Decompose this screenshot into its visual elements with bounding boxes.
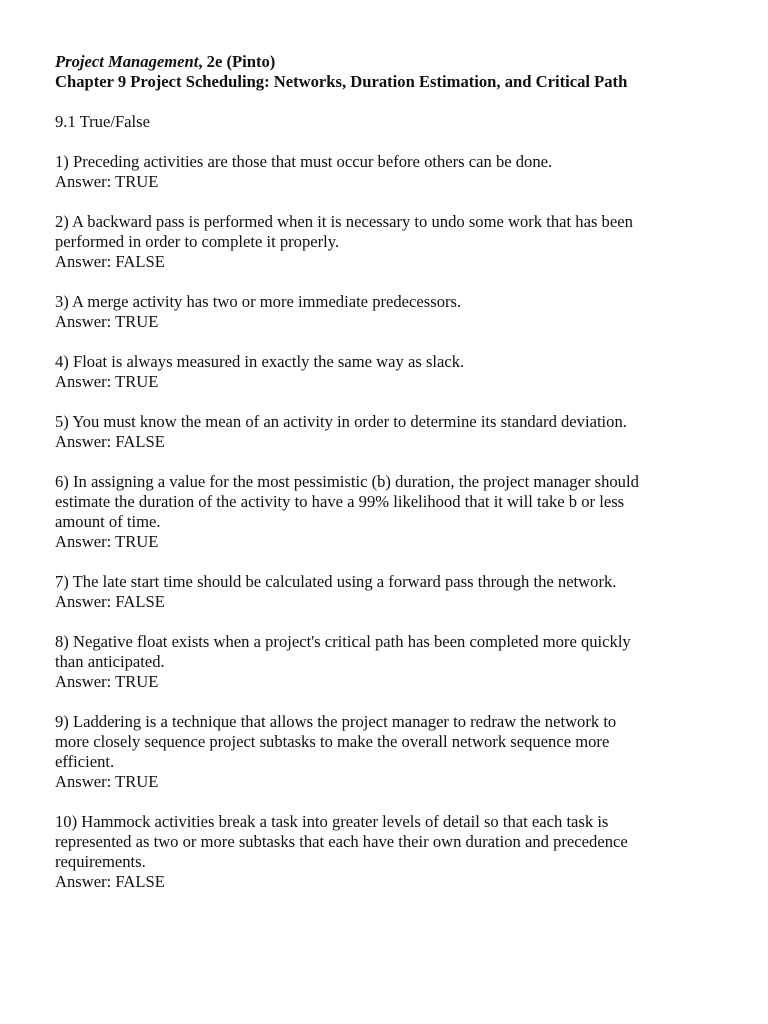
answer-value: FALSE [115, 872, 165, 891]
question-text-line: than anticipated. [55, 652, 165, 671]
question-list [55, 152, 735, 892]
question-text-line: amount of time. [55, 512, 161, 531]
question-text-line: 6) In assigning a value for the most pessimistic (b) duration, the project manager should [55, 472, 639, 491]
answer-label: Answer: [55, 772, 116, 791]
book-heading [55, 52, 735, 72]
answer-value: FALSE [115, 592, 165, 611]
document-page [55, 52, 735, 892]
question-text-line: 3) A merge activity has two or more immediate predecessors. [55, 292, 462, 311]
question-item [55, 572, 735, 612]
answer-line [55, 252, 735, 272]
answer-label: Answer: [55, 672, 116, 691]
question-text-line: estimate the duration of the activity to have a 99% likelihood that it will take b or less [55, 492, 625, 511]
question-item [55, 352, 735, 392]
answer-value: FALSE [115, 252, 165, 271]
answer-line [55, 532, 735, 552]
answer-label: Answer: [55, 592, 116, 611]
question-text-line: 5) You must know the mean of an activity in order to determine its standard deviation. [55, 412, 627, 431]
question-item [55, 292, 735, 332]
answer-value: TRUE [115, 772, 159, 791]
answer-value: TRUE [115, 312, 159, 331]
answer-line [55, 672, 735, 692]
answer-value: TRUE [115, 172, 159, 191]
question-text-line: requirements. [55, 852, 146, 871]
question-text-line: represented as two or more subtasks that each have their own duration and precedence [55, 832, 628, 851]
book-title: Project Management [55, 52, 199, 71]
answer-label: Answer: [55, 532, 116, 551]
question-text-line: 9) Laddering is a technique that allows the project manager to redraw the network to [55, 712, 617, 731]
answer-value: TRUE [115, 372, 159, 391]
answer-line [55, 172, 735, 192]
question-text-line: efficient. [55, 752, 115, 771]
question-item [55, 712, 735, 792]
answer-value: TRUE [115, 532, 159, 551]
question-text-line: more closely sequence project subtasks to make the overall network sequence more [55, 732, 610, 751]
answer-line [55, 592, 735, 612]
answer-line [55, 312, 735, 332]
answer-line [55, 872, 735, 892]
question-text-line: 2) A backward pass is performed when it is necessary to undo some work that has been [55, 212, 633, 231]
section-heading: 9.1 True/False [55, 112, 150, 131]
answer-line [55, 432, 735, 452]
answer-line [55, 772, 735, 792]
question-item [55, 212, 735, 272]
question-item [55, 812, 735, 892]
question-text-line: 10) Hammock activities break a task into greater levels of detail so that each task is [55, 812, 609, 831]
answer-line [55, 372, 735, 392]
answer-value: FALSE [115, 432, 165, 451]
chapter-title: Chapter 9 Project Scheduling: Networks, Duration Estimation, and Critical Path [55, 72, 628, 91]
answer-label: Answer: [55, 872, 116, 891]
question-item [55, 412, 735, 452]
question-text-line: 8) Negative float exists when a project's critical path has been completed more quickly [55, 632, 631, 651]
answer-label: Answer: [55, 432, 116, 451]
answer-label: Answer: [55, 252, 116, 271]
question-text-line: performed in order to complete it properly. [55, 232, 340, 251]
question-item [55, 472, 735, 552]
answer-label: Answer: [55, 172, 116, 191]
question-text-line: 4) Float is always measured in exactly the same way as slack. [55, 352, 465, 371]
answer-label: Answer: [55, 372, 116, 391]
edition-author: , 2e (Pinto) [198, 52, 276, 71]
question-text-line: 1) Preceding activities are those that must occur before others can be done. [55, 152, 553, 171]
question-text-line: 7) The late start time should be calculated using a forward pass through the network. [55, 572, 617, 591]
question-item [55, 632, 735, 692]
question-item [55, 152, 735, 192]
answer-value: TRUE [115, 672, 159, 691]
answer-label: Answer: [55, 312, 116, 331]
